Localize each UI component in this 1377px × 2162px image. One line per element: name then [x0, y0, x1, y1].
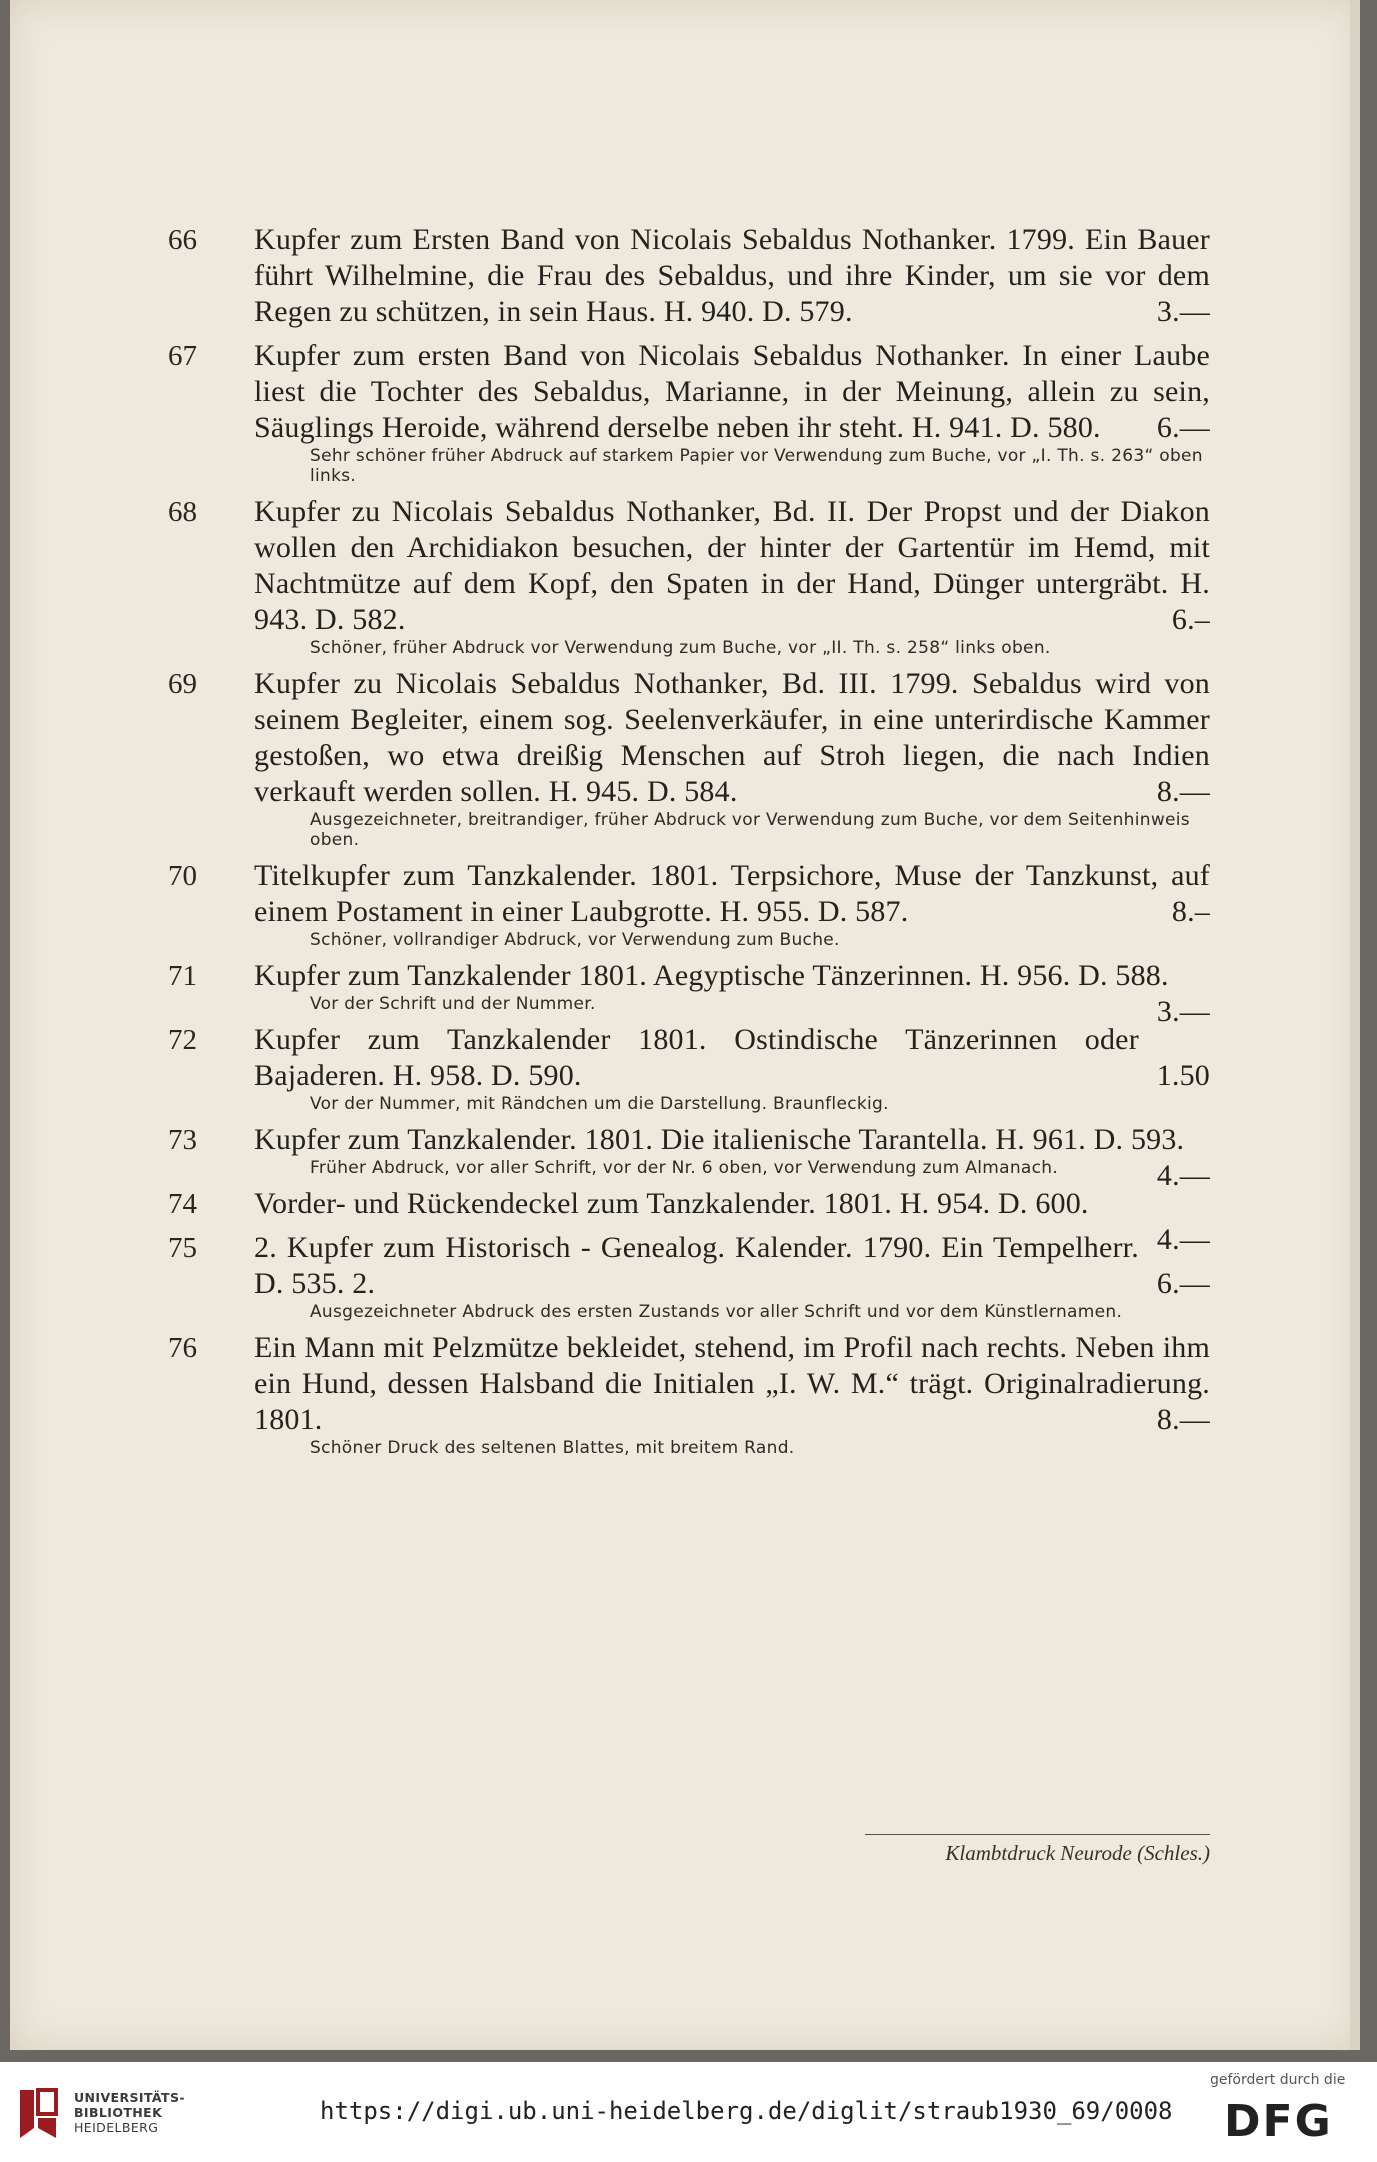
- catalog-entry: [170, 858, 1210, 950]
- catalog-entry: [170, 338, 1210, 486]
- entry-number: 75: [168, 1232, 197, 1264]
- catalog-entry: [170, 1330, 1210, 1458]
- entry-price: 4.—: [1156, 1159, 1210, 1192]
- logo-line-2: BIBLIOTHEK: [74, 2105, 163, 2120]
- entry-number: 72: [168, 1024, 197, 1056]
- printer-imprint: Klambtdruck Neurode (Schles.): [865, 1834, 1210, 1866]
- entry-description: Kupfer zum ersten Band von Nicolais Sebaldus Nothanker. In einer Laube liest die Tochter des Sebaldus, Marianne, in der Meinung, allein zu sein, Säuglings Heroide, während derselbe neben ihr steht. H. 941. D. 580.: [254, 339, 1210, 444]
- entry-price: 3.—: [1156, 995, 1210, 1028]
- entry-number: 70: [168, 860, 197, 892]
- catalog-page: [10, 0, 1360, 2050]
- entry-description: Vorder- und Rückendeckel zum Tanzkalender. 1801. H. 954. D. 600.: [254, 1187, 1089, 1220]
- page-edge: [1350, 0, 1360, 2050]
- entry-description: 2. Kupfer zum Historisch - Genealog. Kalender. 1790. Ein Tempelherr. D. 535. 2.: [254, 1231, 1139, 1300]
- entry-note: Schöner Druck des seltenen Blattes, mit breitem Rand.: [310, 1438, 795, 1458]
- entry-note: Früher Abdruck, vor aller Schrift, vor der Nr. 6 oben, vor Verwendung zum Almanach.: [310, 1158, 1059, 1178]
- entry-note: Ausgezeichneter Abdruck des ersten Zustands vor aller Schrift und vor dem Künstlernamen.: [310, 1302, 1123, 1322]
- entry-price: 3.—: [1156, 295, 1210, 328]
- entry-text: [254, 494, 1210, 638]
- entry-number: 67: [168, 340, 197, 372]
- entry-text: [254, 1230, 1210, 1302]
- catalog-entries: [170, 222, 1210, 1466]
- entry-number: 74: [168, 1188, 197, 1220]
- entry-description: Ein Mann mit Pelzmütze bekleidet, stehend, im Profil nach rechts. Neben ihm ein Hund, dessen Halsband die Initialen „I. W. M.“ trägt. Originalradierung. 1801.: [254, 1331, 1210, 1436]
- entry-price: 8.—: [1156, 775, 1210, 808]
- entry-price: 1.50: [1156, 1059, 1210, 1092]
- entry-body: [254, 338, 1210, 486]
- entry-note: Ausgezeichneter, breitrandiger, früher Abdruck vor Verwendung zum Buche, vor dem Seitenhinweis oben.: [310, 810, 1190, 850]
- entry-description: Kupfer zum Ersten Band von Nicolais Sebaldus Nothanker. 1799. Ein Bauer führt Wilhelmine, die Frau des Sebaldus, und ihre Kinder, um sie vor dem Regen zu schützen, in sein Haus. H. 940. D. 579.: [254, 223, 1210, 328]
- entry-body: [254, 1122, 1210, 1192]
- entry-price: 8.—: [1156, 1403, 1210, 1436]
- entry-number: 76: [168, 1332, 197, 1364]
- entry-body: [254, 858, 1210, 950]
- permalink-url[interactable]: https://digi.ub.uni-heidelberg.de/diglit/straub1930_69/0008: [320, 2097, 1173, 2125]
- entry-body: [254, 1330, 1210, 1458]
- entry-body: [254, 494, 1210, 658]
- entry-text: [254, 338, 1210, 446]
- catalog-entry: [170, 222, 1210, 330]
- entry-price: 6.–: [1171, 603, 1210, 636]
- entry-text: [254, 1330, 1210, 1438]
- viewer-footer: [0, 2062, 1377, 2162]
- entry-note: Schöner, früher Abdruck vor Verwendung zum Buche, vor „II. Th. s. 258“ links oben.: [310, 638, 1051, 658]
- entry-text: [254, 1186, 1210, 1256]
- entry-body: [254, 666, 1210, 850]
- entry-body: [254, 1022, 1210, 1114]
- catalog-entry: [170, 494, 1210, 658]
- entry-text: [254, 1022, 1210, 1094]
- entry-price: 8.–: [1171, 895, 1210, 928]
- entry-number: 73: [168, 1124, 197, 1156]
- entry-text: [254, 222, 1210, 330]
- logo-line-1: UNIVERSITÄTS-: [74, 2090, 185, 2105]
- entry-description: Kupfer zum Tanzkalender 1801. Aegyptische Tänzerinnen. H. 956. D. 588.: [254, 959, 1169, 992]
- entry-description: Kupfer zum Tanzkalender 1801. Ostindische Tänzerinnen oder Bajaderen. H. 958. D. 590.: [254, 1023, 1139, 1092]
- entry-description: Kupfer zu Nicolais Sebaldus Nothanker, Bd. II. Der Propst und der Diakon wollen den Archidiakon besuchen, der hinter der Gartentür im Hemd, mit Nachtmütze auf dem Kopf, den Spaten in der Hand, Dünger untergräbt. H. 943. D. 582.: [254, 495, 1210, 636]
- dfg-logo[interactable]: DFG: [1224, 2096, 1333, 2147]
- entry-text: [254, 858, 1210, 930]
- entry-number: 71: [168, 960, 197, 992]
- entry-text: [254, 666, 1210, 810]
- catalog-entry: [168, 1122, 1210, 1192]
- entry-note: Vor der Nummer, mit Rändchen um die Darstellung. Braunfleckig.: [310, 1094, 889, 1114]
- entry-note: Sehr schöner früher Abdruck auf starkem Papier vor Verwendung zum Buche, vor „I. Th. s. 263“ oben links.: [310, 446, 1203, 486]
- catalog-entry: [168, 958, 1210, 1028]
- entry-description: Kupfer zum Tanzkalender. 1801. Die italienische Tarantella. H. 961. D. 593.: [254, 1123, 1185, 1156]
- entry-body: [254, 1186, 1210, 1256]
- entry-body: [254, 1230, 1210, 1322]
- library-logo-text[interactable]: [74, 2090, 185, 2135]
- entry-description: Kupfer zu Nicolais Sebaldus Nothanker, Bd. III. 1799. Sebaldus wird von seinem Begleiter, einem sog. Seelenverkäufer, in eine unterirdische Kammer gestoßen, wo etwa dreißig Menschen auf Stroh liegen, die nach Indien verkauft werden sollen. H. 945. D. 584.: [254, 667, 1210, 808]
- entry-price: 4.—: [1156, 1223, 1210, 1256]
- entry-number: 68: [168, 496, 197, 528]
- entry-note: Schöner, vollrandiger Abdruck, vor Verwendung zum Buche.: [310, 930, 840, 950]
- entry-price: 6.—: [1156, 1267, 1210, 1300]
- catalog-entry: [170, 666, 1210, 850]
- entry-body: [254, 958, 1210, 1028]
- entry-price: 6.—: [1156, 411, 1210, 444]
- catalog-entry: [170, 1022, 1210, 1114]
- ub-heidelberg-logo-icon[interactable]: [14, 2084, 62, 2144]
- catalog-entry: [170, 1230, 1210, 1322]
- entry-number: 66: [168, 224, 197, 256]
- entry-description: Titelkupfer zum Tanzkalender. 1801. Terpsichore, Muse der Tanzkunst, auf einem Postament in einer Laubgrotte. H. 955. D. 587.: [254, 859, 1210, 928]
- entry-note: Vor der Schrift und der Nummer.: [310, 994, 596, 1014]
- entry-body: [254, 222, 1210, 330]
- entry-number: 69: [168, 668, 197, 700]
- sponsor-note: gefördert durch die: [1210, 2072, 1346, 2088]
- logo-line-3: HEIDELBERG: [74, 2120, 159, 2135]
